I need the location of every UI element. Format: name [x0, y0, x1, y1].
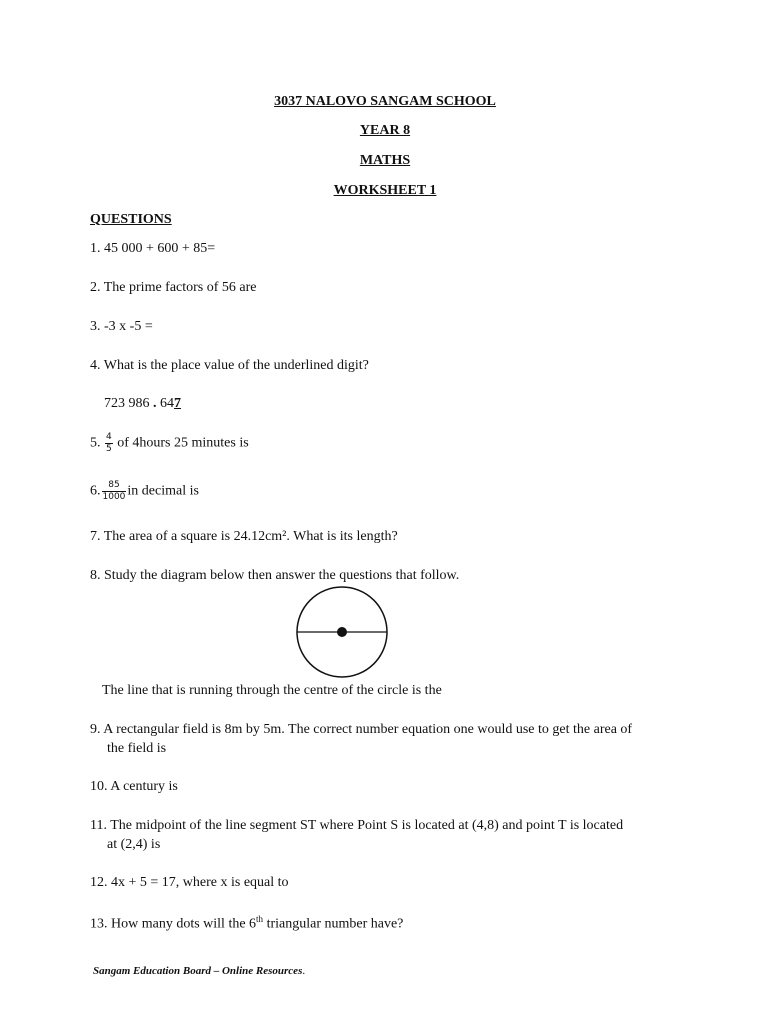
question-11-line2: at (2,4) is	[107, 837, 161, 852]
centre-point	[337, 627, 347, 637]
question-4-number	[104, 396, 181, 412]
footer-credit	[93, 963, 305, 979]
fraction-numerator: 4	[106, 432, 112, 442]
fraction-4-5	[105, 432, 113, 455]
question-9-line2: the field is	[107, 741, 167, 756]
question-4: 4. What is the place value of the underlined digit?	[90, 358, 369, 373]
question-6	[90, 480, 199, 503]
number-decimal-part: 64	[160, 396, 174, 411]
question-13-text-end: triangular number have?	[263, 916, 404, 932]
question-5-text: of 4hours 25 minutes is	[117, 435, 249, 451]
question-7: 7. The area of a square is 24.12cm². What is its length?	[90, 529, 398, 544]
fraction-denominator: 5	[106, 444, 112, 454]
fraction-denominator: 1000	[102, 492, 126, 502]
question-6-number: 6.	[90, 483, 101, 499]
number-whole-part: 723 986	[104, 396, 150, 411]
fraction-85-1000	[102, 480, 127, 503]
question-6-text: in decimal is	[127, 483, 199, 499]
decimal-point: .	[153, 396, 157, 411]
question-9-line1: 9. A rectangular field is 8m by 5m. The correct number equation one would use to get the area of	[90, 722, 633, 737]
circle-diagram	[294, 585, 390, 681]
question-10: 10. A century is	[90, 779, 178, 794]
question-8-followup: The line that is running through the centre of the circle is the	[102, 683, 442, 698]
subject-heading: MATHS	[359, 153, 411, 168]
question-2: 2. The prime factors of 56 are	[90, 280, 257, 295]
superscript-th: th	[256, 914, 264, 924]
footer-dot: .	[302, 965, 306, 977]
question-12: 12. 4x + 5 = 17, where x is equal to	[90, 875, 289, 890]
worksheet-heading: WORKSHEET 1	[333, 183, 437, 198]
question-5-number: 5.	[90, 435, 101, 451]
question-3: 3. -3 x -5 =	[90, 319, 153, 334]
year-heading: YEAR 8	[359, 123, 411, 138]
question-1: 1. 45 000 + 600 + 85=	[90, 241, 216, 256]
underlined-digit: 7	[174, 396, 181, 411]
questions-heading: QUESTIONS	[90, 212, 172, 227]
question-13-text: 13. How many dots will the 6	[90, 916, 257, 932]
footer-text: Sangam Education Board – Online Resources	[93, 965, 303, 977]
fraction-numerator: 85	[102, 480, 127, 492]
question-13	[90, 914, 403, 933]
question-8: 8. Study the diagram below then answer the questions that follow.	[90, 568, 460, 583]
question-5	[90, 432, 249, 455]
school-title: 3037 NALOVO SANGAM SCHOOL	[274, 94, 496, 109]
question-11-line1: 11. The midpoint of the line segment ST where Point S is located at (4,8) and point T is located	[90, 818, 624, 833]
